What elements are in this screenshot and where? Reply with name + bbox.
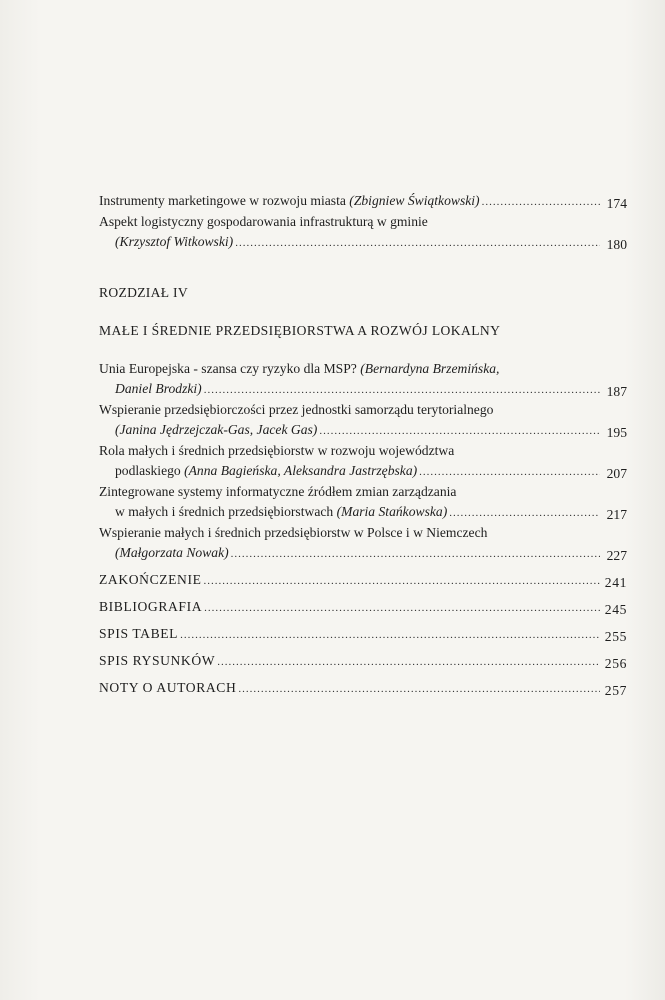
chapter-label: ROZDZIAŁ IV	[99, 285, 188, 300]
toc-entry-author: (Zbigniew Świątkowski)	[349, 193, 480, 208]
toc-page-number: 256	[604, 656, 627, 671]
toc-entry-line	[99, 543, 627, 564]
toc-entry-line	[99, 400, 627, 420]
toc-entry-author: (Krzysztof Witkowski)	[115, 234, 234, 249]
dot-leader	[319, 421, 600, 441]
dot-leader	[482, 192, 600, 212]
toc-entry-title: NOTY O AUTORACH	[99, 680, 237, 695]
toc-entry-line	[99, 441, 627, 461]
toc-entry	[99, 400, 627, 441]
toc-entry-title: Instrumenty marketingowe w rozwoju miasta	[99, 193, 350, 208]
toc-page-number: 174	[606, 196, 627, 211]
toc-entry	[99, 523, 627, 564]
toc-entry-line	[99, 191, 627, 212]
dot-leader	[449, 503, 600, 523]
toc-entry-back-matter	[99, 597, 627, 618]
dot-leader	[204, 598, 600, 618]
toc-entry-text	[99, 400, 493, 420]
toc-entry-author: (Anna Bagieńska, Aleksandra Jastrzębska)	[184, 463, 418, 478]
toc-entry	[99, 212, 627, 253]
toc-group-chapter	[99, 359, 627, 564]
toc-entry-line	[99, 232, 627, 253]
toc-group-top	[99, 191, 627, 253]
dot-leader	[217, 652, 600, 672]
toc-entry-text	[115, 543, 229, 563]
toc-entry-text	[99, 212, 428, 232]
toc-entry-back-matter	[99, 570, 627, 591]
toc-entry-title: ZAKOŃCZENIE	[99, 572, 202, 587]
toc-entry-line	[99, 482, 627, 502]
toc-page-number: 245	[604, 602, 627, 617]
dot-leader	[204, 380, 600, 400]
toc-page-number: 227	[606, 548, 627, 563]
toc-entry-line	[99, 523, 627, 543]
toc-entry-line	[99, 420, 627, 441]
toc-entry-title: podlaskiego	[115, 463, 185, 478]
toc-entry-text	[115, 379, 202, 399]
table-of-contents	[99, 191, 627, 699]
toc-entry-text	[99, 523, 487, 543]
toc-entry-line	[99, 359, 627, 379]
toc-entry-text	[99, 482, 456, 502]
dot-leader	[238, 679, 600, 699]
toc-page-number: 187	[606, 384, 627, 399]
toc-page-number: 180	[606, 237, 627, 252]
toc-entry-back-matter	[99, 678, 627, 699]
toc-entry	[99, 191, 627, 212]
toc-entry-author: (Maria Stańkowska)	[336, 504, 448, 519]
toc-entry-title: Aspekt logistyczny gospodarowania infrastrukturą w gminie	[99, 214, 428, 229]
dot-leader	[204, 571, 601, 591]
toc-entry	[99, 359, 627, 400]
toc-entry-text	[115, 461, 417, 481]
toc-entry	[99, 441, 627, 482]
toc-entry-title: Rola małych i średnich przedsiębiorstw w rozwoju województwa	[99, 443, 455, 458]
toc-entry-text	[115, 232, 233, 252]
toc-page-number: 217	[606, 507, 627, 522]
toc-page-number: 207	[606, 466, 627, 481]
toc-entry-back-matter	[99, 651, 627, 672]
toc-entry-title: Zintegrowane systemy informatyczne źródłem zmian zarządzania	[99, 484, 457, 499]
toc-entry-line	[99, 212, 627, 232]
chapter-title: MAŁE I ŚREDNIE PRZEDSIĘBIORSTWA A ROZWÓJ LOKALNY	[99, 323, 501, 338]
toc-entry-title: Unia Europejska - szansa czy ryzyko dla MSP?	[99, 361, 361, 376]
dot-leader	[235, 233, 600, 253]
toc-entry-title: SPIS RYSUNKÓW	[99, 653, 216, 668]
toc-entry-line	[99, 461, 627, 482]
toc-entry-text	[99, 191, 480, 211]
toc-entry-title: Wspieranie małych i średnich przedsiębiorstw w Polsce i w Niemczech	[99, 525, 488, 540]
dot-leader	[419, 462, 600, 482]
toc-entry-author: (Bernardyna Brzemińska,	[360, 361, 500, 376]
toc-entry-author: (Janina Jędrzejczak-Gas, Jacek Gas)	[115, 422, 318, 437]
toc-entry-title: BIBLIOGRAFIA	[99, 599, 203, 614]
toc-page-number: 257	[604, 683, 627, 698]
toc-entry-text	[99, 441, 454, 461]
toc-entry-title: w małych i średnich przedsiębiorstwach	[115, 504, 337, 519]
toc-entry-author: Daniel Brodzki)	[115, 381, 202, 396]
toc-entry-text	[99, 359, 499, 379]
toc-entry-title: Wspieranie przedsiębiorczości przez jednostki samorządu terytorialnego	[99, 402, 494, 417]
toc-entry-line	[99, 379, 627, 400]
toc-entry	[99, 482, 627, 523]
toc-page-number: 195	[606, 425, 627, 440]
toc-entry-title: SPIS TABEL	[99, 626, 179, 641]
toc-group-back-matter	[99, 570, 627, 699]
toc-entry-line	[99, 502, 627, 523]
toc-entry-text	[115, 420, 317, 440]
toc-page-number: 255	[604, 629, 627, 644]
dot-leader	[231, 544, 600, 564]
toc-entry-author: (Małgorzata Nowak)	[115, 545, 229, 560]
toc-entry-text	[115, 502, 447, 522]
toc-page-number: 241	[604, 575, 627, 590]
toc-entry-back-matter	[99, 624, 627, 645]
dot-leader	[180, 625, 600, 645]
